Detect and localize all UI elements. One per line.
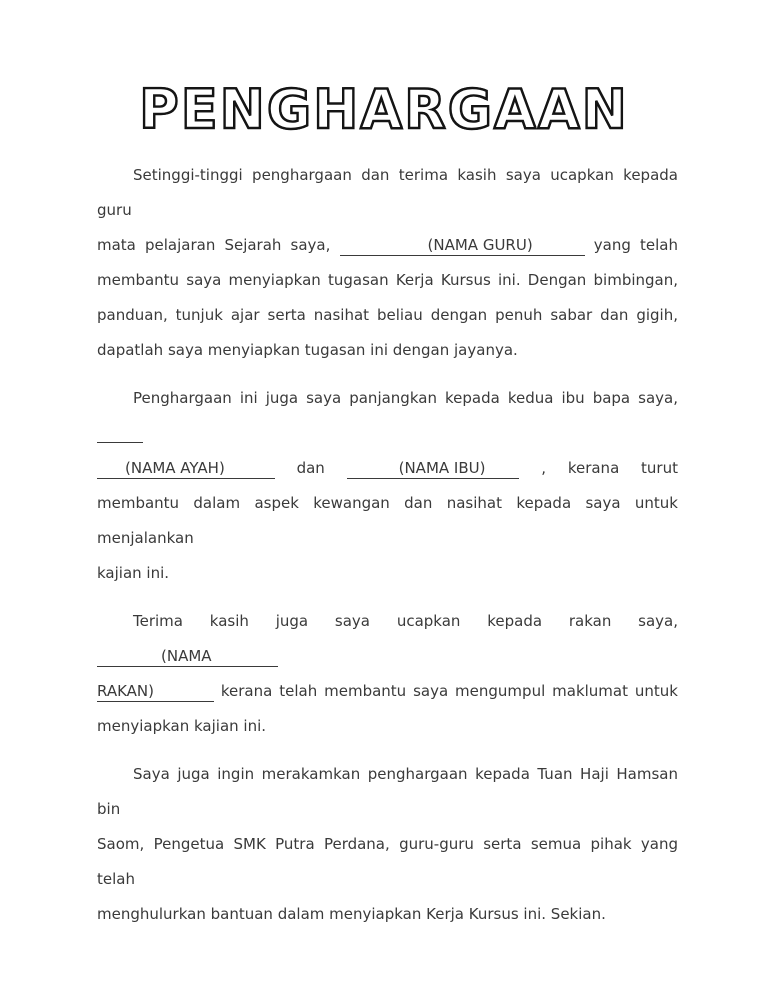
fill-in-blank: [340, 236, 585, 256]
text-line: [97, 228, 678, 263]
line-text: kerana telah membantu saya mengumpul maklumat untuk: [213, 682, 678, 700]
fill-in-blank: [97, 647, 278, 667]
text-line: [97, 674, 678, 709]
paragraph: [97, 158, 678, 368]
line-text: mata pelajaran Sejarah saya,: [97, 236, 340, 254]
text-line: [97, 158, 678, 228]
blank-spacer: [533, 249, 585, 250]
paragraph: [97, 604, 678, 744]
text-line: [97, 757, 678, 827]
text-line: [97, 263, 678, 298]
name-placeholder-label: (NAMA: [161, 647, 212, 665]
document-body: [97, 158, 678, 932]
line-text: menghulurkan bantuan dalam menyiapkan Kerja Kursus ini. Sekian.: [97, 905, 606, 923]
line-text: Saya juga ingin merakamkan penghargaan kepada Tuan Haji Hamsan bin: [97, 765, 678, 818]
text-line: [97, 897, 678, 932]
blank-spacer: [347, 472, 399, 473]
text-line: [97, 709, 678, 744]
name-placeholder-label: (NAMA IBU): [398, 459, 486, 477]
line-text: Terima kasih juga saya ucapkan kepada rakan saya,: [133, 612, 678, 630]
fill-in-blank: [97, 682, 214, 702]
line-text: panduan, tunjuk ajar serta nasihat beliau dengan penuh sabar dan gigih,: [97, 306, 678, 324]
blank-underline: [97, 440, 143, 443]
text-line: [97, 381, 678, 451]
name-placeholder-label: RAKAN): [97, 682, 154, 700]
line-text: dapatlah saya menyiapkan tugasan ini dengan jayanya.: [97, 341, 518, 359]
fill-in-blank: [97, 459, 275, 479]
line-text: membantu saya menyiapkan tugasan Kerja Kursus ini. Dengan bimbingan,: [97, 271, 678, 289]
blank-spacer: [340, 249, 428, 250]
text-line: [97, 298, 678, 333]
blank-spacer: [225, 472, 275, 473]
blank-spacer: [485, 472, 519, 473]
paragraph: [97, 381, 678, 591]
name-placeholder-label: (NAMA GURU): [427, 236, 533, 254]
line-text: yang telah: [584, 236, 678, 254]
text-line: [97, 604, 678, 674]
name-placeholder-label: (NAMA AYAH): [125, 459, 225, 477]
blank-spacer: [133, 660, 161, 661]
text-line: [97, 333, 678, 368]
line-text: Saom, Pengetua SMK Putra Perdana, guru-guru serta semua pihak yang telah: [97, 835, 678, 888]
paragraph: [97, 757, 678, 932]
blank-spacer: [97, 472, 125, 473]
blank-spacer: [212, 660, 278, 661]
document-title: PENGHARGAAN: [139, 78, 629, 141]
line-text: menyiapkan kajian ini.: [97, 717, 267, 735]
text-line: [97, 827, 678, 897]
blank-spacer: [154, 695, 214, 696]
fill-in-blank: [347, 459, 520, 479]
line-text: kajian ini.: [97, 564, 170, 582]
line-text: Setinggi-tinggi penghargaan dan terima kasih saya ucapkan kepada guru: [97, 166, 678, 219]
text-line: [97, 451, 678, 486]
line-text: Penghargaan ini juga saya panjangkan kepada kedua ibu bapa saya,: [133, 389, 678, 407]
line-text: membantu dalam aspek kewangan dan nasihat kepada saya untuk menjalankan: [97, 494, 678, 547]
text-line: [97, 486, 678, 556]
text-line: [97, 556, 678, 591]
line-text: dan: [274, 459, 347, 477]
line-text: , kerana turut: [519, 459, 678, 477]
